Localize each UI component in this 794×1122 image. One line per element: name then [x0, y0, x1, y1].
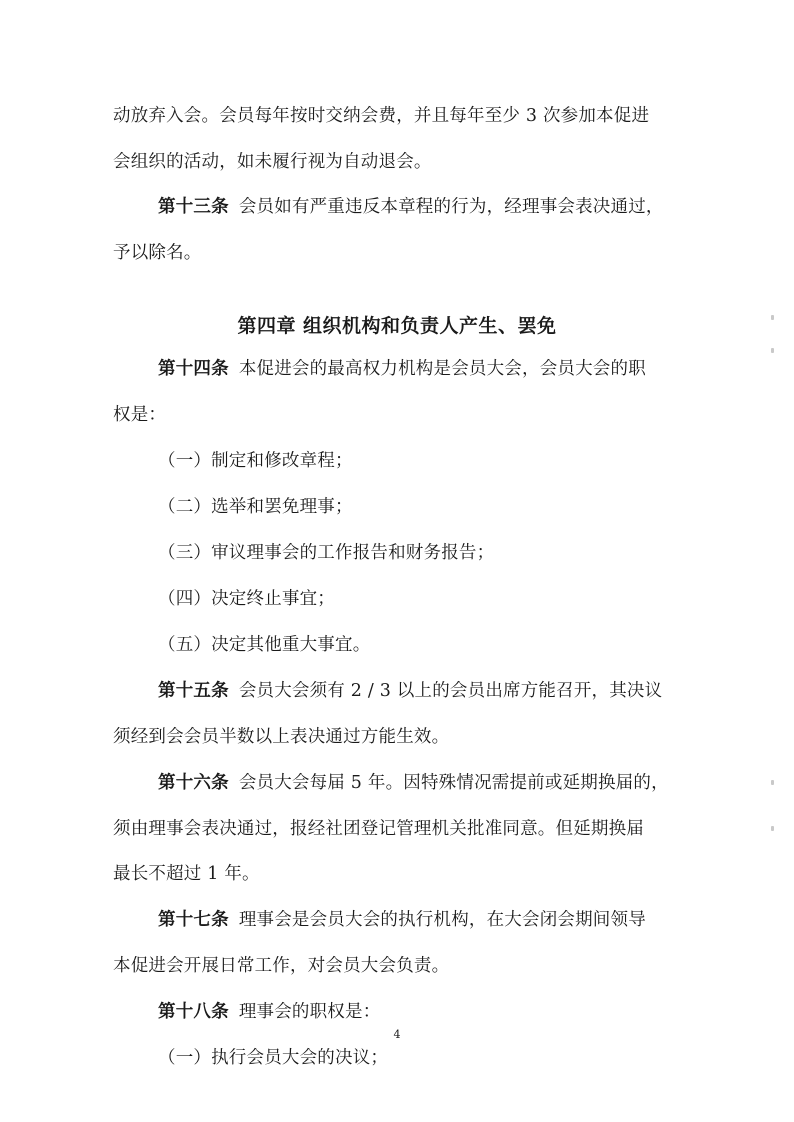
scan-speck [771, 826, 774, 831]
article-label: 第十六条 [158, 773, 229, 793]
paragraph-line: 动放弃入会。会员每年按时交纳会费，并且每年至少 3 次参加本促进 [113, 106, 650, 126]
list-item: （一）执行会员大会的决议； [158, 1048, 389, 1068]
paragraph-line: 权是： [113, 405, 167, 425]
chapter-heading: 第四章 组织机构和负责人产生、罢免 [237, 315, 557, 337]
article-18 [158, 1000, 683, 1024]
page-number: 4 [393, 1028, 401, 1041]
article-label: 第十三条 [158, 197, 229, 217]
article-text: 会员大会须有 2 / 3 以上的会员出席方能召开，其决议 [238, 681, 663, 701]
paragraph-line: 予以除名。 [113, 243, 202, 263]
paragraph-line: 须由理事会表决通过，报经社团登记管理机关批准同意。但延期换届 [113, 819, 644, 839]
article-14 [158, 357, 683, 381]
paragraph-line: 最长不超过 1 年。 [113, 864, 260, 884]
article-label: 第十五条 [158, 681, 229, 701]
paragraph-line: 须经到会会员半数以上表决通过方能生效。 [113, 727, 450, 747]
article-label: 第十八条 [158, 1002, 229, 1022]
article-17 [158, 908, 683, 932]
article-text: 会员大会每届 5 年。因特殊情况需提前或延期换届的， [238, 773, 669, 793]
list-item: （一）制定和修改章程； [158, 451, 353, 471]
article-text: 理事会的职权是： [238, 1002, 381, 1022]
list-item: （四）决定终止事宜； [158, 589, 335, 609]
list-item: （三）审议理事会的工作报告和财务报告； [158, 543, 495, 563]
article-16 [158, 771, 683, 795]
article-label: 第十七条 [158, 910, 229, 930]
paragraph-line: 本促进会开展日常工作，对会员大会负责。 [113, 956, 450, 976]
scan-speck [771, 348, 774, 353]
list-item: （二）选举和罢免理事； [158, 497, 353, 517]
scan-speck [771, 780, 774, 785]
article-text: 会员如有严重违反本章程的行为，经理事会表决通过， [238, 197, 664, 217]
article-text: 理事会是会员大会的执行机构，在大会闭会期间领导 [238, 910, 646, 930]
list-item: （五）决定其他重大事宜。 [158, 635, 371, 655]
article-13 [158, 195, 683, 219]
article-15 [158, 679, 683, 703]
article-text: 本促进会的最高权力机构是会员大会，会员大会的职 [238, 359, 646, 379]
paragraph-line: 会组织的活动，如未履行视为自动退会。 [113, 152, 432, 172]
scan-speck [771, 315, 774, 320]
article-label: 第十四条 [158, 359, 229, 379]
